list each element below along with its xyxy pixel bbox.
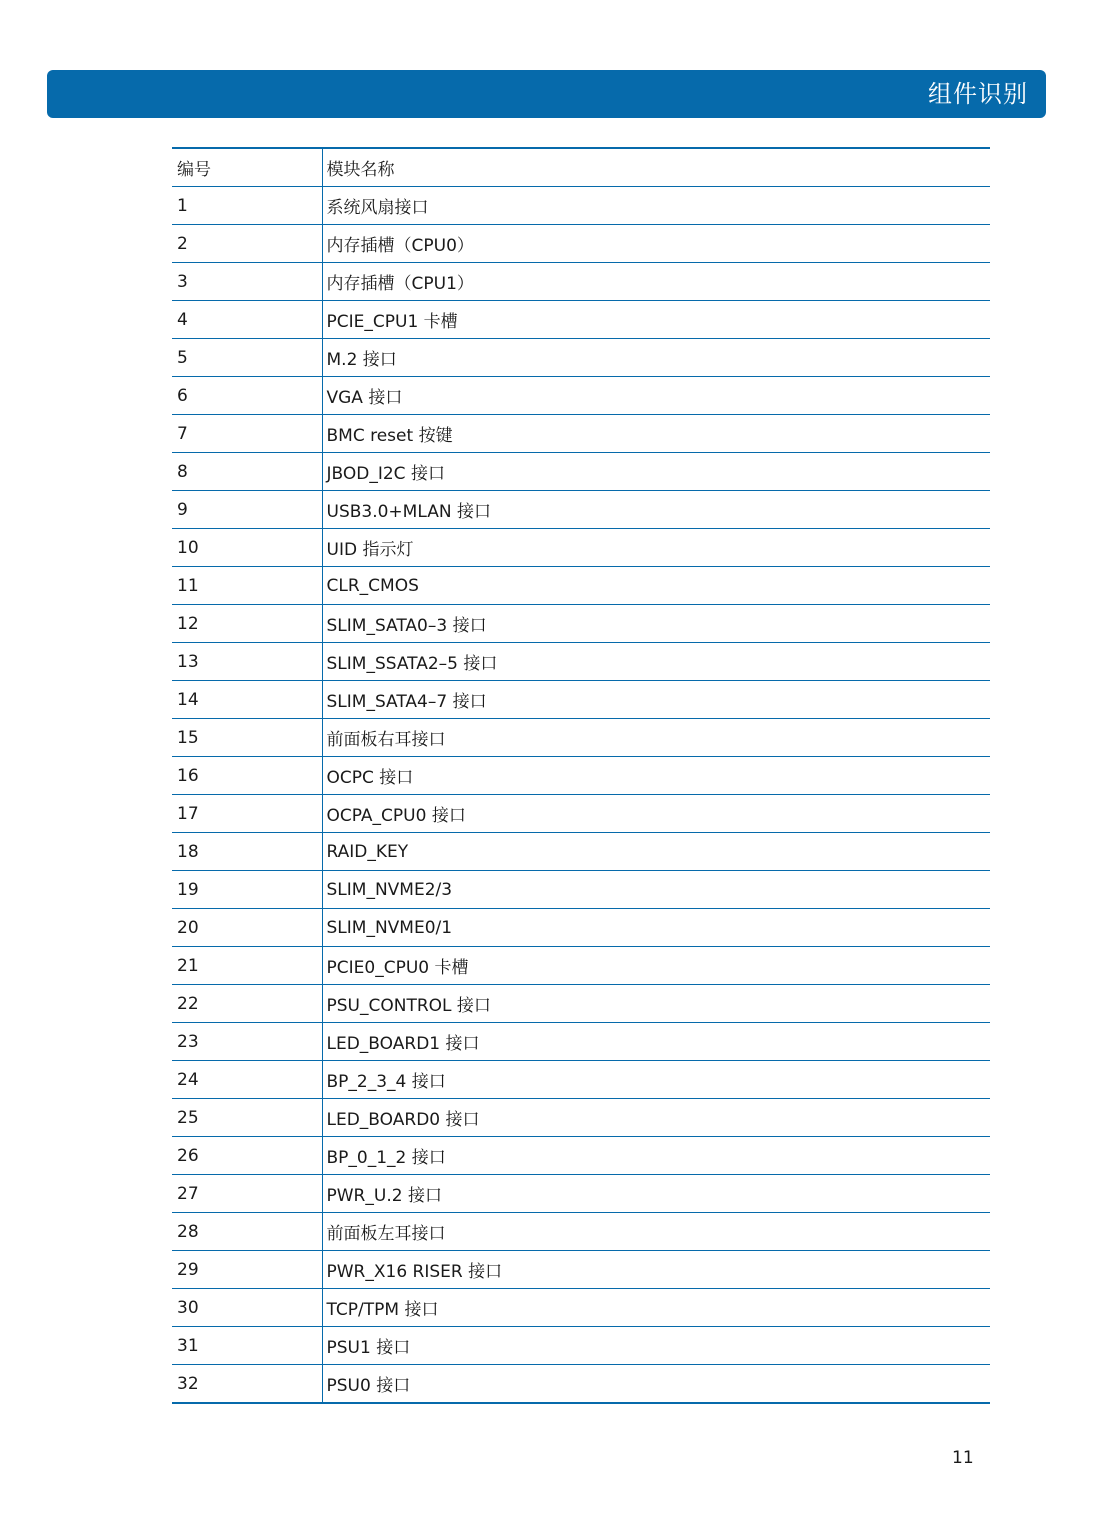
module-name-cell: 系统风扇接口 (322, 187, 990, 225)
module-name-cell: LED_BOARD0 接口 (322, 1099, 990, 1137)
module-name-cell: BP_0_1_2 接口 (322, 1137, 990, 1175)
section-header-banner (47, 70, 1046, 118)
module-name-cell: SLIM_SATA0–3 接口 (322, 605, 990, 643)
row-number-cell: 16 (172, 757, 322, 795)
row-number-cell: 14 (172, 681, 322, 719)
table-row (172, 453, 990, 491)
component-table-container (172, 147, 990, 1404)
table-row (172, 1137, 990, 1175)
row-number-cell: 10 (172, 529, 322, 567)
table-row (172, 567, 990, 605)
table-row (172, 947, 990, 985)
row-number-cell: 2 (172, 225, 322, 263)
module-name-cell: PSU1 接口 (322, 1327, 990, 1365)
row-number-cell: 3 (172, 263, 322, 301)
component-table-body (172, 148, 990, 1403)
row-number-cell: 31 (172, 1327, 322, 1365)
module-name-cell: PWR_U.2 接口 (322, 1175, 990, 1213)
module-name-cell: BMC reset 按键 (322, 415, 990, 453)
module-name-cell: TCP/TPM 接口 (322, 1289, 990, 1327)
module-name-cell: OCPC 接口 (322, 757, 990, 795)
row-number-cell: 4 (172, 301, 322, 339)
module-name-cell: 前面板左耳接口 (322, 1213, 990, 1251)
table-row (172, 339, 990, 377)
module-name-cell: OCPA_CPU0 接口 (322, 795, 990, 833)
module-name-cell: PCIE_CPU1 卡槽 (322, 301, 990, 339)
row-number-cell: 15 (172, 719, 322, 757)
page-number: 11 (952, 1448, 974, 1468)
row-number-cell: 19 (172, 871, 322, 909)
table-row (172, 187, 990, 225)
row-number-cell: 20 (172, 909, 322, 947)
table-row (172, 1099, 990, 1137)
table-header-row (172, 148, 990, 187)
module-name-cell: UID 指示灯 (322, 529, 990, 567)
row-number-cell: 25 (172, 1099, 322, 1137)
module-name-cell: M.2 接口 (322, 339, 990, 377)
row-number-cell: 27 (172, 1175, 322, 1213)
table-row (172, 1327, 990, 1365)
row-number-cell: 32 (172, 1365, 322, 1404)
module-name-cell: SLIM_SSATA2–5 接口 (322, 643, 990, 681)
module-name-cell: SLIM_NVME0/1 (322, 909, 990, 947)
row-number-cell: 13 (172, 643, 322, 681)
row-number-cell: 18 (172, 833, 322, 871)
row-number-cell: 5 (172, 339, 322, 377)
table-row (172, 985, 990, 1023)
module-name-cell: PWR_X16 RISER 接口 (322, 1251, 990, 1289)
row-number-cell: 29 (172, 1251, 322, 1289)
table-row (172, 1175, 990, 1213)
table-row (172, 1289, 990, 1327)
table-row (172, 909, 990, 947)
row-number-cell: 24 (172, 1061, 322, 1099)
table-row (172, 795, 990, 833)
table-row (172, 833, 990, 871)
module-name-cell: PSU0 接口 (326, 1376, 411, 1396)
row-number-cell: 12 (172, 605, 322, 643)
table-row (172, 377, 990, 415)
table-row (172, 1251, 990, 1289)
table-row (172, 263, 990, 301)
table-row (172, 1213, 990, 1251)
table-row (172, 1061, 990, 1099)
row-number-cell: 28 (172, 1213, 322, 1251)
table-row (172, 1365, 990, 1404)
component-table (172, 147, 990, 1404)
module-name-cell: LED_BOARD1 接口 (322, 1023, 990, 1061)
module-name-cell: SLIM_NVME2/3 (322, 871, 990, 909)
row-number-cell: 17 (172, 795, 322, 833)
table-row (172, 681, 990, 719)
module-name-cell: 内存插槽（CPU0） (322, 225, 990, 263)
row-number-cell: 21 (172, 947, 322, 985)
module-name-cell: RAID_KEY (322, 833, 990, 871)
module-name-cell: 内存插槽（CPU1） (322, 263, 990, 301)
column-header-module-name: 模块名称 (322, 148, 990, 187)
table-row (172, 605, 990, 643)
row-number-cell: 6 (172, 377, 322, 415)
row-number-cell: 11 (172, 567, 322, 605)
row-number-cell: 1 (172, 187, 322, 225)
row-number-cell: 8 (172, 453, 322, 491)
column-header-number: 编号 (172, 148, 322, 187)
table-row (172, 301, 990, 339)
module-name-cell: BP_2_3_4 接口 (322, 1061, 990, 1099)
table-row (172, 719, 990, 757)
row-number-cell: 22 (172, 985, 322, 1023)
module-name-cell: PSU_CONTROL 接口 (322, 985, 990, 1023)
row-number-cell: 30 (172, 1289, 322, 1327)
table-row (172, 491, 990, 529)
module-name-cell: PCIE0_CPU0 卡槽 (322, 947, 990, 985)
module-name-cell: 前面板右耳接口 (322, 719, 990, 757)
table-row (172, 871, 990, 909)
module-name-cell: USB3.0+MLAN 接口 (322, 491, 990, 529)
module-name-cell: VGA 接口 (322, 377, 990, 415)
module-name-cell: JBOD_I2C 接口 (322, 453, 990, 491)
row-number-cell: 7 (172, 415, 322, 453)
section-title: 组件识别 (928, 80, 1028, 108)
row-number-cell: 23 (172, 1023, 322, 1061)
module-name-cell: SLIM_SATA4–7 接口 (322, 681, 990, 719)
table-row (172, 757, 990, 795)
table-row (172, 1023, 990, 1061)
table-row (172, 643, 990, 681)
table-row (172, 529, 990, 567)
module-name-cell: CLR_CMOS (322, 567, 990, 605)
table-row (172, 415, 990, 453)
row-number-cell: 26 (172, 1137, 322, 1175)
row-number-cell: 9 (172, 491, 322, 529)
table-row (172, 225, 990, 263)
